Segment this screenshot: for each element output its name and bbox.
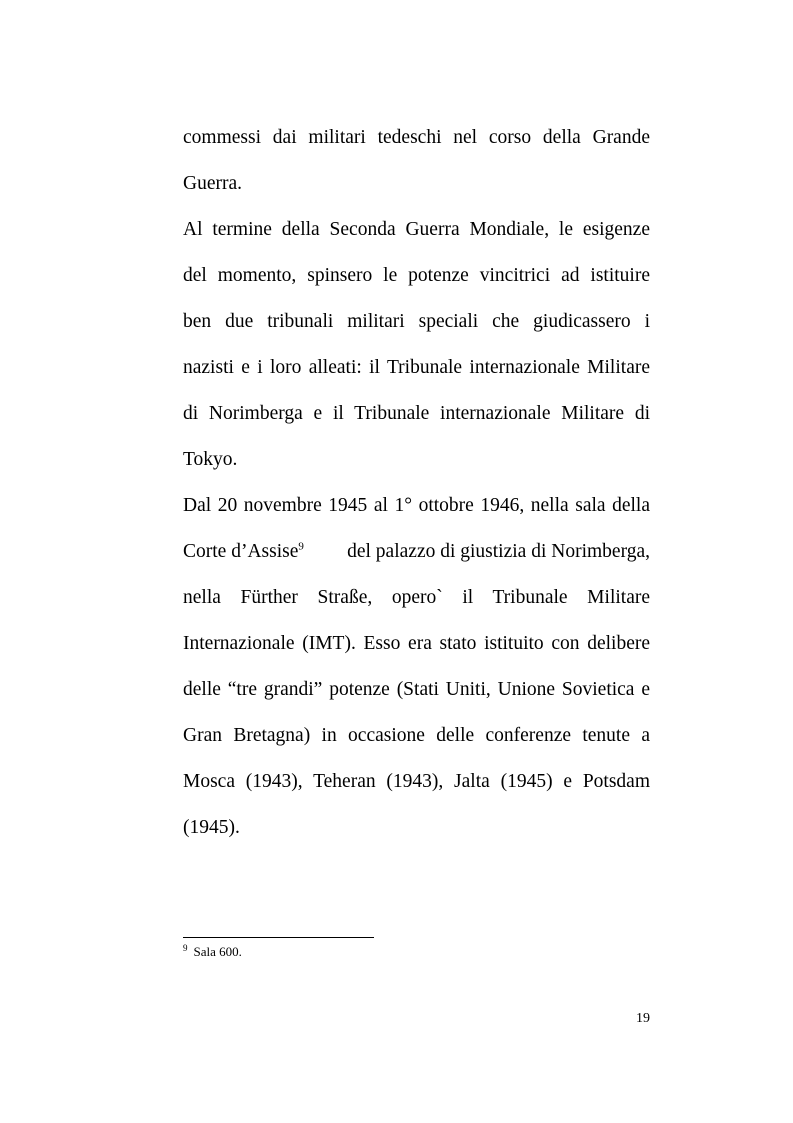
footnote bbox=[183, 944, 242, 960]
body-line: Gran Bretagna) in occasione delle conferenze tenute a bbox=[183, 725, 650, 746]
body-line: nella Fürther Straße, opero` il Tribunale Militare bbox=[183, 587, 650, 608]
body-line-segment: del palazzo di giustizia di Norimberga, bbox=[347, 541, 650, 562]
body-line: nazisti e i loro alleati: il Tribunale internazionale Militare bbox=[183, 357, 650, 378]
footnote-number: 9 bbox=[183, 942, 188, 953]
body-line: (1945). bbox=[183, 817, 240, 838]
body-line-segment: Corte d’Assise$^9$ bbox=[183, 540, 304, 562]
body-line: ben due tribunali militari speciali che giudicassero i bbox=[183, 311, 650, 332]
footnote-reference[interactable]: 9 bbox=[298, 540, 304, 553]
footnote-separator bbox=[183, 937, 374, 938]
body-line-with-footnote-ref bbox=[183, 540, 650, 564]
body-line: delle “tre grandi” potenze (Stati Uniti, Unione Sovietica e bbox=[183, 679, 650, 700]
body-line: Guerra. bbox=[183, 173, 243, 194]
footnote-text: Sala 600. bbox=[193, 944, 242, 959]
body-line: Tokyo. bbox=[183, 449, 238, 470]
body-line: del momento, spinsero le potenze vincitrici ad istituire bbox=[183, 265, 650, 286]
body-line: Dal 20 novembre 1945 al 1° ottobre 1946, nella sala della bbox=[183, 495, 650, 516]
body-line: commessi dai militari tedeschi nel corso della Grande bbox=[183, 127, 650, 148]
body-line: Mosca (1943), Teheran (1943), Jalta (1945) e Potsdam bbox=[183, 771, 650, 792]
body-line: di Norimberga e il Tribunale internazionale Militare di bbox=[183, 403, 650, 424]
body-line: Internazionale (IMT). Esso era stato istituito con delibere bbox=[183, 633, 650, 654]
body-line: Al termine della Seconda Guerra Mondiale, le esigenze bbox=[183, 219, 650, 240]
page-number: 19 bbox=[636, 1011, 650, 1026]
